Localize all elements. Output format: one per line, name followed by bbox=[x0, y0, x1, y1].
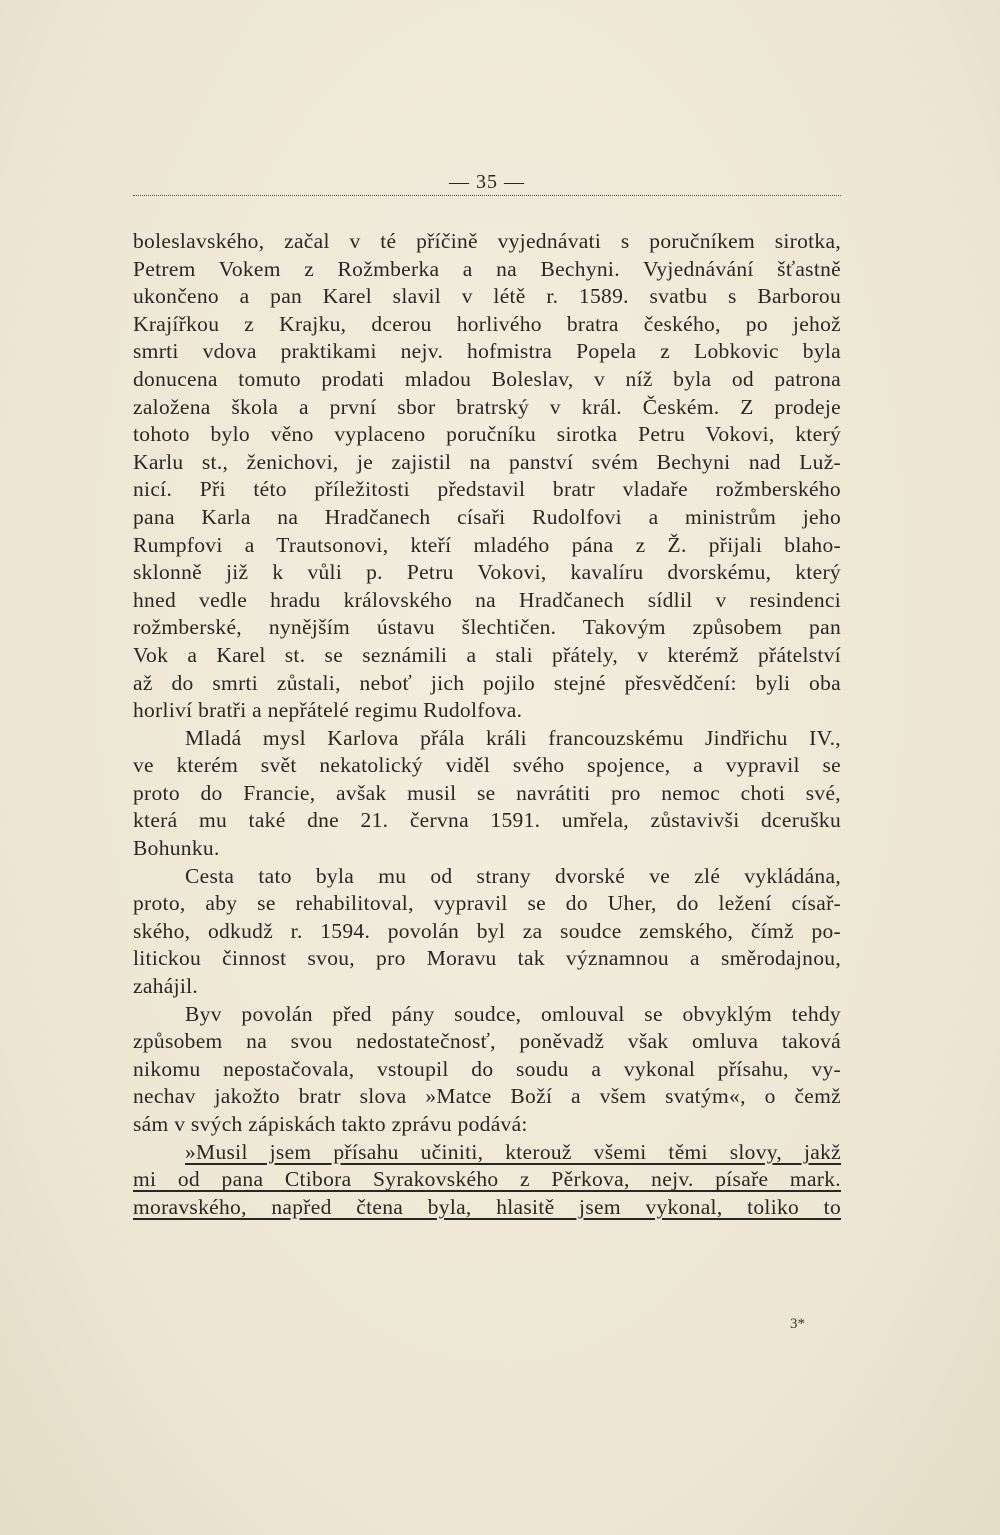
text-line: Mladá mysl Karlova přála králi francouzskému Jindřichu IV., bbox=[185, 725, 841, 750]
text-line: ského, odkudž r. 1594. povolán byl za soudce zemského, čímž po- bbox=[133, 918, 841, 943]
text-line: proto, aby se rehabilitoval, vypravil se do Uher, do ležení císař- bbox=[133, 891, 841, 916]
text-line: která mu také dne 21. června 1591. umřela, zůstavivši dcerušku bbox=[133, 808, 841, 833]
text-line: nicí. Při této příležitosti představil bratr vladaře rožmberského bbox=[133, 477, 841, 502]
text-line: Vok a Karel st. se seznámili a stali přátely, v kterémž přátelství bbox=[133, 642, 841, 667]
text-line: až do smrti zůstali, neboť jich pojilo stejné přesvědčení: byli oba bbox=[133, 670, 841, 695]
text-line: hned vedle hradu královského na Hradčanech sídlil v resindenci bbox=[133, 587, 841, 612]
text-line: moravského, napřed čtena byla, hlasitě jsem vykonal, toliko to bbox=[133, 1194, 841, 1219]
page-header bbox=[133, 170, 841, 200]
text-line: sám v svých zápiskách takto zprávu podává: bbox=[133, 1112, 528, 1136]
text-line: tohoto bylo věno vyplaceno poručníku sirotka Petru Vokovi, který bbox=[133, 422, 841, 447]
text-line: nikomu nepostačovala, vstoupil do soudu a vykonal přísahu, vy- bbox=[133, 1056, 841, 1081]
text-line: boleslavského, začal v té příčině vyjednávati s poručníkem sirotka, bbox=[133, 229, 841, 253]
text-line: založena škola a první sbor bratrský v král. Českém. Z prodeje bbox=[133, 394, 841, 419]
text-line: Cesta tato byla mu od strany dvorské ve zlé vykládána, bbox=[185, 863, 841, 888]
text-line: Rumpfovi a Trautsonovi, kteří mladého pána z Ž. přijali blaho- bbox=[133, 532, 841, 557]
text-line: zahájil. bbox=[133, 974, 199, 999]
page-number: — 35 — bbox=[449, 171, 525, 193]
text-line: »Musil jsem přísahu učiniti, kterouž všemi těmi slovy, jakž bbox=[185, 1139, 841, 1164]
body-text bbox=[133, 228, 841, 1221]
text-line: proto do Francie, avšak musil se navrátiti pro nemoc choti své, bbox=[133, 780, 841, 805]
text-line: Petrem Vokem z Rožmberka a na Bechyni. Vyjednávání šťastně bbox=[133, 256, 841, 281]
text-line: Bohunku. bbox=[133, 836, 220, 861]
text-line: mi od pana Ctibora Syrakovského z Pěrkova, nejv. písaře mark. bbox=[133, 1167, 841, 1192]
text-line: litickou činnost svou, pro Moravu tak významnou a směrodajnou, bbox=[133, 946, 841, 971]
text-line: ve kterém svět nekatolický viděl svého spojence, a vypravil se bbox=[133, 753, 841, 778]
text-line: Byv povolán před pány soudce, omlouval se obvyklým tehdy bbox=[185, 1001, 841, 1026]
text-line: pana Karla na Hradčanech císaři Rudolfovi a ministrům jeho bbox=[133, 504, 841, 529]
text-line: donucena tomuto prodati mladou Boleslav, v níž byla od patrona bbox=[133, 366, 841, 391]
text-line: rožmberské, nynějším ústavu šlechtičen. Takovým způsobem pan bbox=[133, 615, 841, 640]
text-line: způsobem na svou nedostatečnosť, poněvadž však omluva taková bbox=[133, 1029, 841, 1054]
text-line: horliví bratři a nepřátelé regimu Rudolfova. bbox=[133, 698, 523, 723]
text-line: nechav jakožto bratr slova »Matce Boží a všem svatým«, o čemž bbox=[133, 1084, 841, 1109]
text-line: Krajířkou z Krajku, dcerou horlivého bratra českého, po jehož bbox=[133, 311, 841, 336]
text-line: smrti vdova praktikami nejv. hofmistra Popela z Lobkovic byla bbox=[133, 339, 841, 364]
text-line: Karlu st., ženichovi, je zajistil na panství svém Bechyni nad Luž- bbox=[133, 449, 841, 474]
header-rule bbox=[133, 195, 841, 196]
text-line: sklonně již k vůli p. Petru Vokovi, kavalíru dvorskému, který bbox=[133, 560, 841, 585]
signature-mark: 3* bbox=[790, 1316, 805, 1332]
text-line: ukončeno a pan Karel slavil v létě r. 1589. svatbu s Barborou bbox=[133, 284, 841, 309]
